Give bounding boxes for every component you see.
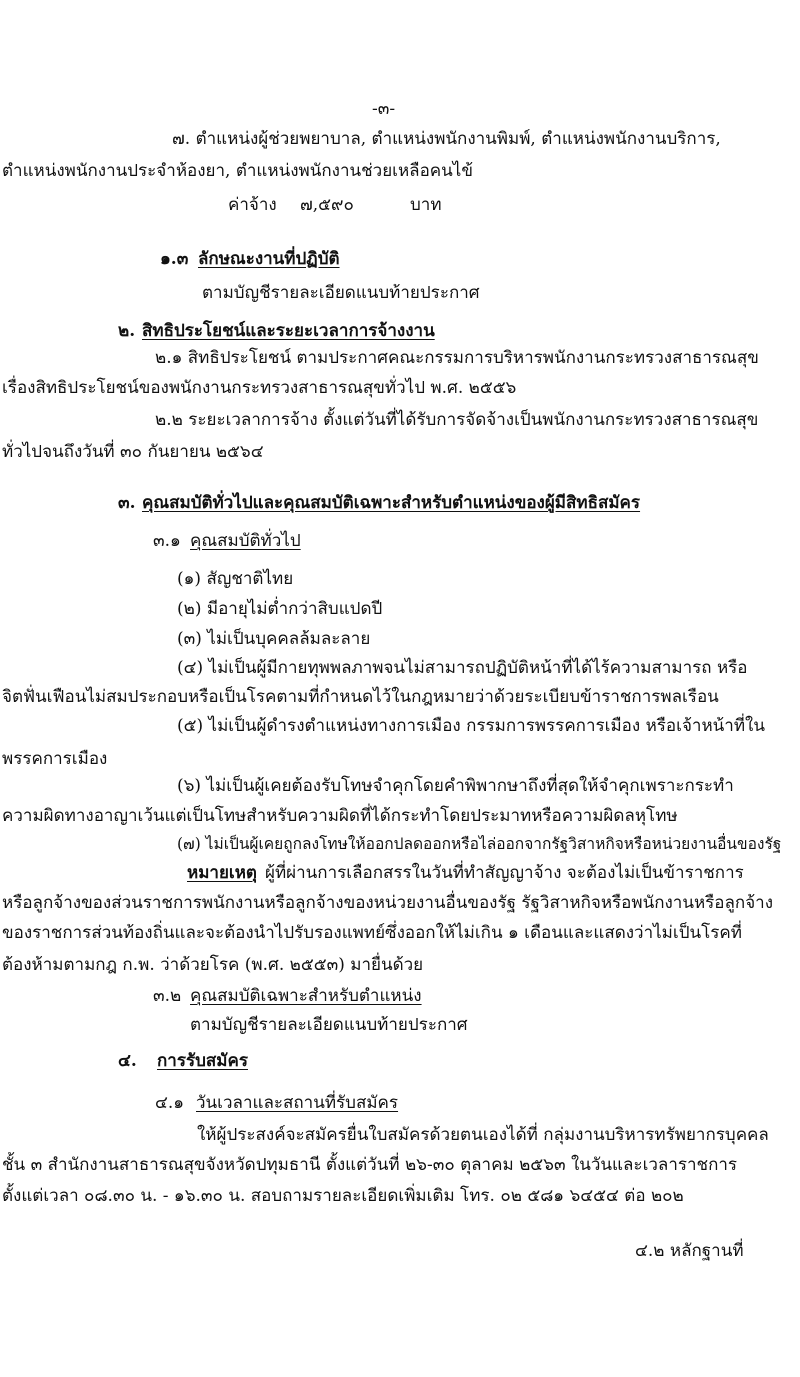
qualification-7: (๗) ไม่เป็นผู้เคยถูกลงโทษให้ออกปลดออกหรือไล่ออกจากรัฐวิสาหกิจหรือหน่วยงานอื่นของรัฐ <box>177 835 782 853</box>
section-4-1-line-3: ตั้งแต่เวลา ๐๘.๓๐ น. - ๑๖.๓๐ น. สอบถามรายละเอียดเพิ่มเติม โทร. ๐๒ ๕๘๑ ๖๔๕๔ ต่อ ๒๐๒ <box>2 1186 684 1206</box>
wage-label: ค่าจ้าง <box>228 195 277 215</box>
section-2-2-line-1: ๒.๒ ระยะเวลาการจ้าง ตั้งแต่วันที่ได้รับการจัดจ้างเป็นพนักงานกระทรวงสาธารณสุข <box>155 410 759 430</box>
qualification-4-line-1: (๔) ไม่เป็นผู้มีกายทุพพลภาพจนไม่สามารถปฏิบัติหน้าที่ได้ไร้ความสามารถ หรือ <box>177 658 748 678</box>
qualification-2: (๒) มีอายุไม่ต่ำกว่าสิบแปดปี <box>177 599 383 619</box>
section-4-number: ๔. <box>118 1051 137 1071</box>
note-line-3: ของราชการส่วนท้องถิ่นและจะต้องนำไปรับรองแพทย์ซึ่งออกให้ไม่เกิน ๑ เดือนและแสดงว่าไม่เป็นโรคที่ <box>2 923 742 943</box>
qualification-6-line-1: (๖) ไม่เป็นผู้เคยต้องรับโทษจำคุกโดยคำพิพากษาถึงที่สุดให้จำคุกเพราะกระทำ <box>177 776 734 796</box>
page-number: -๓- <box>372 99 396 119</box>
qualification-5-line-2: พรรคการเมือง <box>2 749 108 769</box>
qualification-6-line-2: ความผิดทางอาญาเว้นแต่เป็นโทษสำหรับความผิดที่ได้กระทำโดยประมาทหรือความผิดลหุโทษ <box>2 806 678 826</box>
section-3-1-heading: คุณสมบัติทั่วไป <box>190 531 301 551</box>
section-1-3-heading: ลักษณะงานที่ปฏิบัติ <box>198 249 340 269</box>
note-line-4: ต้องห้ามตามกฎ ก.พ. ว่าด้วยโรค (พ.ศ. ๒๕๕๓) มายื่นด้วย <box>2 955 424 975</box>
section-4-1-line-1: ให้ผู้ประสงค์จะสมัครยื่นใบสมัครด้วยตนเองได้ที่ กลุ่มงานบริหารทรัพยากรบุคคล <box>197 1125 769 1145</box>
qualification-3: (๓) ไม่เป็นบุคคลล้มละลาย <box>177 629 371 649</box>
note-line-1: ผู้ที่ผ่านการเลือกสรรในวันที่ทำสัญญาจ้าง จะต้องไม่เป็นข้าราชการ <box>265 863 744 883</box>
wage-unit: บาท <box>410 195 442 215</box>
continuation-text: ๔.๒ หลักฐานที่ <box>635 1241 744 1261</box>
section-2-heading: สิทธิประโยชน์และระยะเวลาการจ้างงาน <box>142 321 435 341</box>
item-7-line-1: ๗. ตำแหน่งผู้ช่วยพยาบาล, ตำแหน่งพนักงานพิมพ์, ตำแหน่งพนักงานบริการ, <box>172 129 721 149</box>
qualification-1: (๑) สัญชาติไทย <box>177 569 294 589</box>
section-3-2-text: ตามบัญชีรายละเอียดแนบท้ายประกาศ <box>190 1015 468 1035</box>
qualification-5-line-1: (๕) ไม่เป็นผู้ดำรงตำแหน่งทางการเมือง กรรมการพรรคการเมือง หรือเจ้าหน้าที่ใน <box>177 716 765 736</box>
section-3-1-number: ๓.๑ <box>153 531 181 551</box>
section-3-heading: คุณสมบัติทั่วไปและคุณสมบัติเฉพาะสำหรับตำแหน่งของผู้มีสิทธิสมัคร <box>142 493 641 513</box>
section-4-1-number: ๔.๑ <box>155 1093 185 1113</box>
section-2-1-line-1: ๒.๑ สิทธิประโยชน์ ตามประกาศคณะกรรมการบริหารพนักงานกระทรวงสาธารณสุข <box>155 348 759 368</box>
note-label: หมายเหตุ <box>187 863 257 883</box>
section-2-number: ๒. <box>118 321 136 341</box>
wage-value: ๗,๕๙๐ <box>300 195 354 215</box>
section-4-1-heading: วันเวลาและสถานที่รับสมัคร <box>196 1093 399 1113</box>
note-line-2: หรือลูกจ้างของส่วนราชการพนักงานหรือลูกจ้างของหน่วยงานอื่นของรัฐ รัฐวิสาหกิจหรือพนักงานหรือลูกจ้าง <box>2 893 774 913</box>
section-1-3-number: ๑.๓ <box>160 249 189 269</box>
section-1-3-text: ตามบัญชีรายละเอียดแนบท้ายประกาศ <box>202 283 480 303</box>
section-4-1-line-2: ชั้น ๓ สำนักงานสาธารณสุขจังหวัดปทุมธานี ตั้งแต่วันที่ ๒๖-๓๐ ตุลาคม ๒๕๖๓ ในวันและเวลาราชการ <box>2 1155 738 1175</box>
section-3-number: ๓. <box>118 493 136 513</box>
section-4-heading: การรับสมัคร <box>157 1051 248 1071</box>
section-2-1-line-2: เรื่องสิทธิประโยชน์ของพนักงานกระทรวงสาธารณสุขทั่วไป พ.ศ. ๒๕๕๖ <box>2 378 517 398</box>
section-3-2-heading: คุณสมบัติเฉพาะสำหรับตำแหน่ง <box>190 986 422 1006</box>
item-7-line-2: ตำแหน่งพนักงานประจำห้องยา, ตำแหน่งพนักงานช่วยเหลือคนไข้ <box>2 161 473 181</box>
section-2-2-line-2: ทั่วไปจนถึงวันที่ ๓๐ กันยายน ๒๕๖๔ <box>2 442 264 462</box>
qualification-4-line-2: จิตฟั่นเฟือนไม่สมประกอบหรือเป็นโรคตามที่กำหนดไว้ในกฎหมายว่าด้วยระเบียบข้าราชการพลเรือน <box>2 687 719 707</box>
section-3-2-number: ๓.๒ <box>153 986 182 1006</box>
